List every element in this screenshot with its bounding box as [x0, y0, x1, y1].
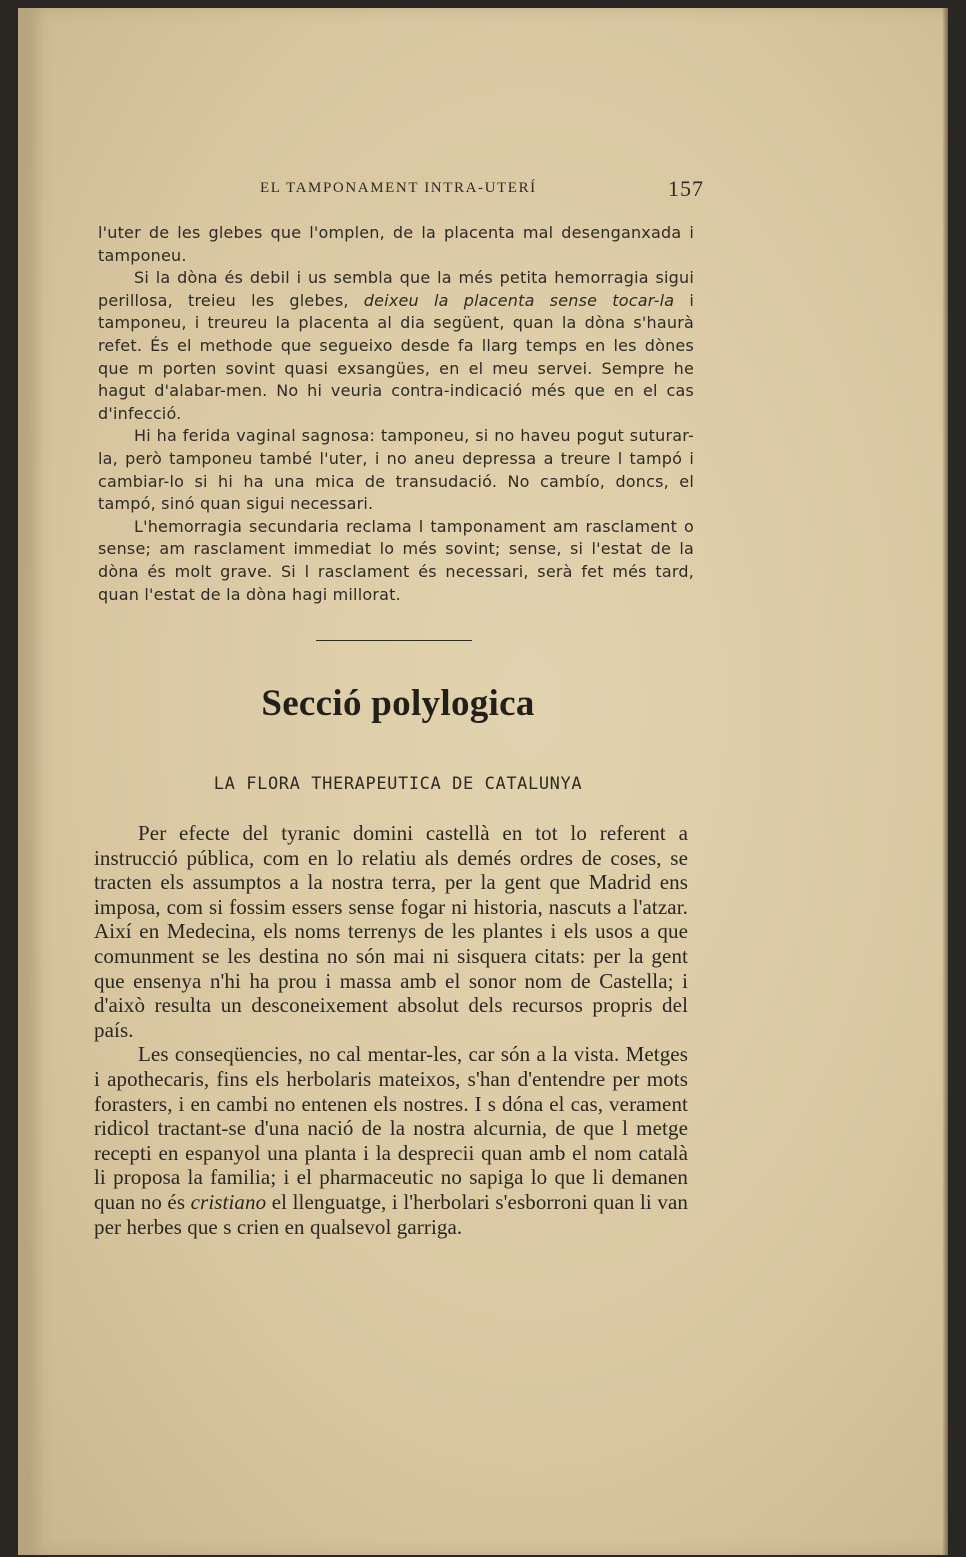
- text-run: L'hemorragia secundaria reclama l tamponament am rasclament o sense; am rasclament immediat lo més sovint; sense, si l'estat de la dòna és molt grave. Si l rasclament és necessari, serà fet més tard, quan l'estat de la dòna hagi millorat.: [98, 516, 694, 604]
- text-run: i tamponeu, i treureu la placenta al dia següent, quan la dòna s'haurà refet. És el methode que segueixo desde fa llarg temps en les dònes que m porten sovint quasi exsangües, en el meu servei. Sempre he hagut d'alabar-men. No hi veuria contra-indicació més que en el cas d'infecció.: [98, 290, 695, 423]
- paragraph: [94, 821, 688, 1042]
- article-body: [94, 821, 688, 1239]
- paragraph: [98, 425, 694, 515]
- text-run: Hi ha ferida vaginal sagnosa: tamponeu, si no haveu pogut suturar-la, però tamponeu també l'uter, i no aneu depressa a treure l tampó i cambiar-lo si hi ha una mica de transudació. No cambío, doncs, el tampó, sinó quan sigui necessari.: [98, 426, 694, 514]
- text-run: l'uter de les glebes que l'omplen, de la placenta mal desenganxada i tamponeu.: [98, 223, 694, 265]
- book-page: [18, 8, 948, 1555]
- article-title: LA FLORA THERAPEUTICA DE CATALUNYA: [213, 774, 583, 794]
- text-run: Si la dòna és debil i us sembla que la més petita hemorragia sigui perillosa, treieu les glebes,: [98, 268, 694, 310]
- page-number: 157: [668, 176, 704, 201]
- running-title: EL TAMPONAMENT INTRA-UTERÍ: [260, 180, 537, 196]
- previous-article-text: [98, 222, 694, 606]
- section-divider-rule: [316, 640, 472, 641]
- page-edge-shadow: [942, 8, 948, 1555]
- text-run: el llenguatge, i l'herbolari s'esborroni quan li van per herbes que s crien en qualsevol garriga.: [94, 1189, 688, 1239]
- paragraph: [98, 267, 694, 425]
- paragraph: [98, 516, 694, 606]
- italic-phrase: deixeu la placenta sense tocar-la: [363, 290, 675, 310]
- text-run: Per efecte del tyranic domini castellà en tot lo referent a instrucció pública, com en lo relatiu als demés ordres de coses, se tracten els assumptos a la nostra terra, per la gent que Madrid ens imposa, com si fossim essers sense fogar ni historia, nascuts a l'atzar. Així en Medecina, els noms terrenys de les plantes i els usos a que comunment se les destina no són mai ni sisquera citats: per la gent que ensenya n'hi ha prou i massa amb el sonor nom de Castella; i d'això resulta un desconeixement absolut dels recursos propris del país.: [94, 821, 688, 1042]
- paragraph: [94, 1042, 688, 1239]
- italic-phrase: cristiano: [190, 1189, 267, 1214]
- text-run: Les conseqüencies, no cal mentar-les, car són a la vista. Metges i apothecaris, fins els herbolaris mateixos, s'han d'entendre per mots forasters, i en cambi no entenen els nostres. I s dóna el cas, verament ridicol tractant-se d'una nació de la nostra alcurnia, de que l metge recepti en espanyol una planta i la desprecii quan amb el nom català li proposa la familia; i el pharmaceutic no sapiga lo que li demanen quan no és: [94, 1042, 688, 1214]
- paragraph: [98, 222, 694, 267]
- page-spine-shadow: [18, 8, 44, 1555]
- section-title: Secció polylogica: [261, 683, 535, 724]
